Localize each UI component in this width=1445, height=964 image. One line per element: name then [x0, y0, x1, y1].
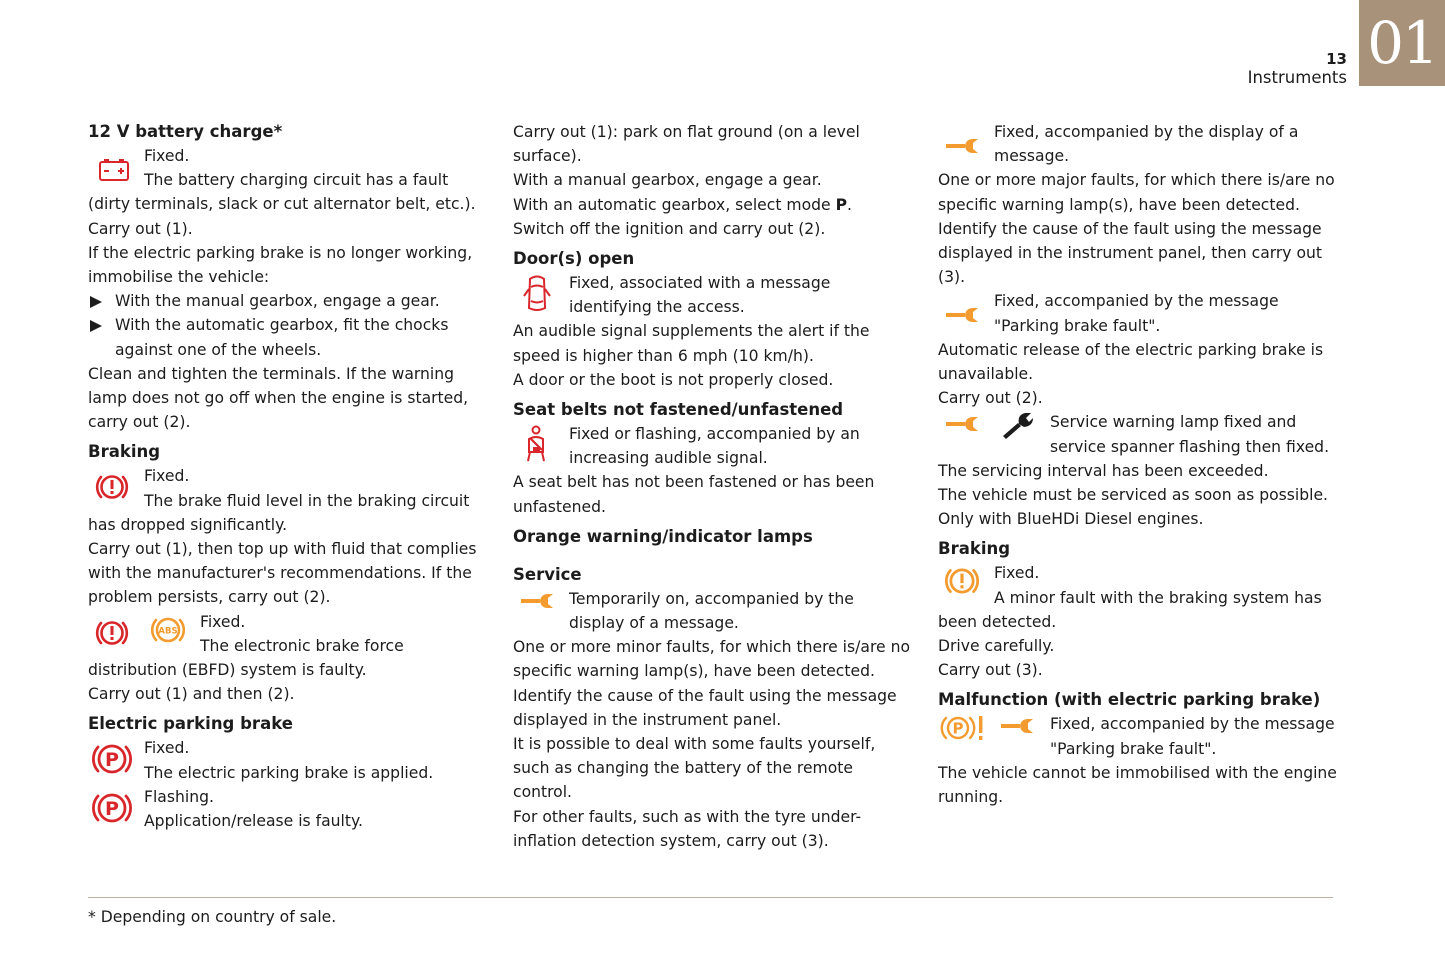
- bullet-arrow-icon: [90, 320, 102, 332]
- heading-doors-open: Door(s) open: [513, 249, 635, 269]
- section-title: Instruments: [1247, 68, 1347, 87]
- text-line: Service warning lamp fixed and: [1050, 413, 1297, 432]
- minor-brake-fault-item: [938, 561, 1338, 609]
- major-fault-item: [938, 120, 1338, 168]
- paragraph: has dropped significantly.: [88, 515, 288, 534]
- paragraph: Drive carefully.: [938, 637, 1055, 656]
- ebfd-warning-item: [88, 610, 488, 658]
- paragraph: It is possible to deal with some faults yourself, such as changing the battery of the remote control.: [513, 735, 876, 802]
- service-warning-item: [513, 587, 913, 635]
- spanner-icon: [1000, 718, 1034, 734]
- text-line: "Parking brake fault".: [994, 316, 1161, 335]
- paragraph: (dirty terminals, slack or cut alternator belt, etc.).: [88, 195, 476, 214]
- paragraph: The servicing interval has been exceeded.: [938, 461, 1269, 480]
- seatbelt-icon: [524, 425, 550, 463]
- text-span: .: [847, 195, 853, 214]
- paragraph: Carry out (1), then top up with fluid that complies with the manufacturer's recommendations. If the problem persists, carry out (2).: [88, 540, 477, 607]
- mode-p-label: P: [835, 195, 848, 214]
- paragraph: Carry out (1): park on flat ground (on a level surface).: [513, 123, 860, 166]
- footer-divider: [88, 897, 1333, 898]
- heading-braking: Braking: [88, 442, 161, 462]
- brake-warning-icon: [95, 470, 129, 504]
- paragraph: A seat belt has not been fastened or has been unfastened.: [513, 473, 875, 516]
- column-2: [513, 120, 913, 853]
- text-line: display of a message.: [569, 614, 739, 633]
- text-line: Fixed, accompanied by the message: [994, 292, 1279, 311]
- p-letter: P: [105, 797, 119, 820]
- paragraph: [513, 193, 913, 217]
- text-line: Application/release is faulty.: [144, 812, 363, 831]
- text-line: Flashing.: [144, 787, 214, 806]
- battery-warning-item: [88, 144, 488, 192]
- parking-brake-fault-item: [938, 289, 1338, 337]
- text-line: Fixed or flashing, accompanied by an: [569, 425, 860, 444]
- paragraph: The vehicle must be serviced as soon as possible.: [938, 486, 1329, 505]
- paragraph: been detected.: [938, 612, 1057, 631]
- paragraph: One or more major faults, for which there is/are no specific warning lamp(s), have been detected.: [938, 171, 1335, 214]
- heading-malfunction: Malfunction (with electric parking brake): [938, 690, 1321, 710]
- parking-brake-fault-icon: [938, 712, 990, 744]
- abs-warning-icon: [149, 612, 187, 648]
- brake-warning-icon: [95, 616, 129, 650]
- epb-applied-item: [88, 736, 488, 784]
- paragraph: Clean and tighten the terminals. If the warning lamp does not go off when the engine is started, carry out (2).: [88, 364, 469, 432]
- p-letter: P: [952, 719, 964, 738]
- epb-malfunction-item: [938, 712, 1338, 760]
- brake-warning-icon: [944, 563, 980, 599]
- paragraph: One or more minor faults, for which there is/are no specific warning lamp(s), have been detected.: [513, 638, 910, 681]
- paragraph: Identify the cause of the fault using the message displayed in the instrument panel.: [513, 686, 897, 729]
- text-line: Fixed, associated with a message: [569, 274, 831, 293]
- paragraph: Automatic release of the electric parking brake is unavailable.: [938, 340, 1324, 384]
- paragraph: A door or the boot is not properly closed.: [513, 370, 834, 389]
- paragraph: With a manual gearbox, engage a gear.: [513, 171, 822, 190]
- bullet-text: With the automatic gearbox, fit the chocks against one of the wheels.: [115, 316, 449, 359]
- text-line: The brake fluid level in the braking circuit: [144, 491, 470, 510]
- spanner-icon: [945, 307, 979, 323]
- door-open-icon: [522, 273, 552, 315]
- battery-icon: [98, 158, 130, 182]
- bullet-item: [88, 289, 488, 313]
- spanner-icon: [945, 138, 979, 154]
- footnote: * Depending on country of sale.: [88, 908, 337, 926]
- text-line: A minor fault with the braking system has: [994, 588, 1322, 607]
- heading-electric-parking-brake: Electric parking brake: [88, 714, 293, 734]
- paragraph: If the electric parking brake is no longer working, immobilise the vehicle:: [88, 243, 473, 287]
- heading-seat-belts: Seat belts not fastened/unfastened: [513, 400, 844, 420]
- page-number: 13: [1326, 50, 1347, 68]
- spanner-icon: [520, 593, 554, 609]
- paragraph: Only with BlueHDi Diesel engines.: [938, 510, 1204, 529]
- brake-warning-item: [88, 464, 488, 512]
- paragraph: Carry out (1) and then (2).: [88, 685, 295, 704]
- door-warning-item: [513, 271, 913, 319]
- paragraph: distribution (EBFD) system is faulty.: [88, 661, 367, 680]
- epb-faulty-item: [88, 785, 488, 833]
- abs-text: ABS: [158, 626, 178, 637]
- paragraph: Switch off the ignition and carry out (2).: [513, 219, 826, 238]
- column-1: [88, 120, 488, 833]
- heading-service: Service: [513, 564, 582, 584]
- text-line: Fixed, accompanied by the display of a: [994, 123, 1299, 141]
- spanner-icon: [945, 416, 979, 432]
- p-letter: P: [105, 749, 119, 772]
- parking-brake-icon: [91, 787, 133, 829]
- text-line: Temporarily on, accompanied by the: [569, 589, 854, 608]
- text-line: The battery charging circuit has a fault: [144, 171, 449, 190]
- paragraph: For other faults, such as with the tyre under-inflation detection system, carry out (3).: [513, 807, 862, 850]
- paragraph: An audible signal supplements the alert if the speed is higher than 6 mph (10 km/h).: [513, 322, 870, 365]
- heading-orange-lamps: Orange warning/indicator lamps: [513, 526, 813, 546]
- paragraph: The vehicle cannot be immobilised with the engine running.: [938, 763, 1337, 807]
- text-line: increasing audible signal.: [569, 449, 768, 468]
- bullet-arrow-icon: [90, 296, 102, 308]
- parking-brake-icon: [91, 738, 133, 780]
- chapter-tab: 01: [1359, 0, 1445, 86]
- text-line: service spanner flashing then fixed.: [1050, 437, 1330, 456]
- text-line: Fixed, accompanied by the message: [1050, 715, 1335, 734]
- text-span: With an automatic gearbox, select mode: [513, 195, 836, 214]
- paragraph: Carry out (1).: [88, 219, 193, 238]
- heading-battery-charge: 12 V battery charge*: [88, 122, 283, 141]
- paragraph: Carry out (2).: [938, 389, 1043, 408]
- text-line: Fixed.: [994, 564, 1040, 583]
- text-line: message.: [994, 147, 1070, 166]
- bullet-item: [88, 313, 488, 361]
- text-line: Fixed.: [144, 739, 190, 758]
- service-interval-item: [938, 410, 1338, 458]
- paragraph: Carry out (3).: [938, 661, 1043, 680]
- text-line: The electric parking brake is applied.: [144, 763, 434, 782]
- service-spanner-icon: [1000, 412, 1034, 440]
- text-line: Fixed.: [144, 467, 190, 486]
- text-line: identifying the access.: [569, 298, 745, 317]
- text-line: Fixed.: [144, 147, 190, 165]
- column-3: [938, 120, 1338, 809]
- text-line: Fixed.: [200, 612, 246, 631]
- seatbelt-warning-item: [513, 422, 913, 470]
- text-line: The electronic brake force: [200, 636, 404, 655]
- paragraph: Identify the cause of the fault using the message displayed in the instrument panel, then carry out (3).: [938, 219, 1323, 287]
- heading-braking: Braking: [938, 539, 1011, 559]
- text-line: "Parking brake fault".: [1050, 739, 1217, 758]
- bullet-text: With the manual gearbox, engage a gear.: [115, 292, 440, 311]
